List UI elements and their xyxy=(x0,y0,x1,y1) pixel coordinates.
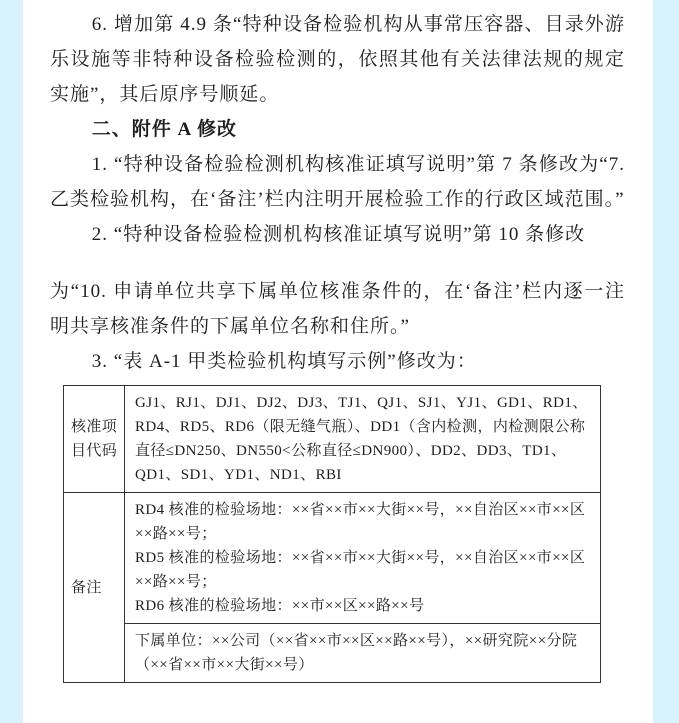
paragraph-item-3-table-caption: 3. “表 A-1 甲类检验机构填写示例”修改为： xyxy=(91,351,477,372)
paragraph-item-2-part2: 为“10. 申请单位共享下属单位核准条件的，在‘备注’栏内逐一注明共享核准条件的下属单位名称和住所。” xyxy=(50,281,625,337)
subordinate-units-cell: 下属单位：××公司（××省××市××区××路××号），××研究院××分院（××省××市××大街××号） xyxy=(125,624,601,683)
document-page xyxy=(23,0,653,723)
table-row-approval-codes xyxy=(64,386,601,493)
sample-table-a1 xyxy=(63,385,601,683)
remarks-line-rd5: RD5 核准的检验场地：××省××市××大街××号，××自治区××市××区××路××号； xyxy=(135,550,586,590)
approval-codes-header-cell: 核准项目代码 xyxy=(64,386,125,493)
table-row-remarks xyxy=(64,493,601,624)
remarks-header-cell: 备注 xyxy=(64,493,125,683)
table-row-subordinate-units xyxy=(64,624,601,683)
approval-codes-value-cell: GJ1、RJ1、DJ1、DJ2、DJ3、TJ1、QJ1、SJ1、YJ1、GD1、RD1、RD4、RD5、RD6（限无缝气瓶）、DD1（含内检测，内检测限公称直径≤DN250、DN550<公称直径≤DN900）、DD2、DD3、TD1、QD1、SD1、YD1、ND1、RBI xyxy=(125,386,601,493)
remarks-line-rd6: RD6 核准的检验场地：××市××区××路××号 xyxy=(135,598,425,614)
paragraph-item-2-part1: 2. “特种设备检验检测机构核准证填写说明”第 10 条修改 xyxy=(91,224,586,245)
section-heading-attachment-a: 二、附件 A 修改 xyxy=(91,119,237,140)
paragraph-item-6: 6. 增加第 4.9 条“特种设备检验机构从事常压容器、目录外游乐设施等非特种设备检验检测的，依照其他有关法律法规的规定实施”，其后原序号顺延。 xyxy=(50,14,625,105)
remarks-value-cell xyxy=(125,493,601,624)
paragraph-item-1: 1. “特种设备检验检测机构核准证填写说明”第 7 条修改为“7. 乙类检验机构，在‘备注’栏内注明开展检验工作的行政区域范围。” xyxy=(50,154,625,210)
remarks-line-rd4: RD4 核准的检验场地：××省××市××大街××号，××自治区××市××区××路××号； xyxy=(135,502,586,542)
